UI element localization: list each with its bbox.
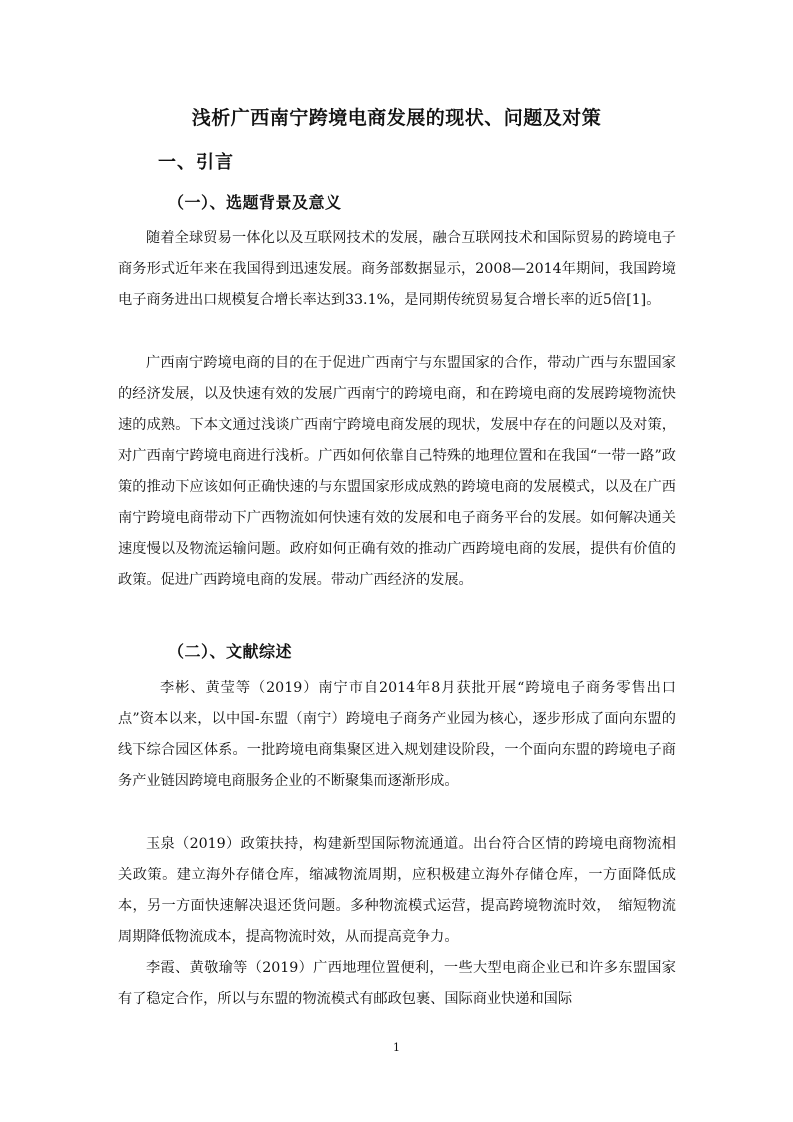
paragraph-background-2: 广西南宁跨境电商的目的在于促进广西南宁与东盟国家的合作，带动广西与东盟国家的经济发展，以及快速有效的发展广西南宁的跨境电商，和在跨境电商的发展跨境物流快速的成熟。下本文通过浅谈广西南宁跨境电商发展的现状，发展中存在的问题以及对策，对广西南宁跨境电商进行浅析。广西如何依靠自己特殊的地理位置和在我国“一带一路”政策的推动下应该如何正确快速的与东盟国家形成成熟的跨境电商的发展模式，以及在广西南宁跨境电商带动下广西物流如何快速有效的发展和电子商务平台的发展。如何解决通关速度慢以及物流运输问题。政府如何正确有效的推动广西跨境电商的发展，提供有价值的政策。促进广西跨境电商的发展。带动广西经济的发展。	[118, 355, 676, 588]
subsection-heading-literature-review: （二）、文献综述	[168, 642, 293, 661]
paragraph-literature-3: 李霞、黄敬瑜等（2019）广西地理位置便利，一些大型电商企业已和许多东盟国家有了稳定合作，所以与东盟的物流模式有邮政包裹、国际商业快递和国际	[118, 960, 676, 1007]
page-number: 1	[393, 1041, 400, 1054]
subsection-heading-background: （一）、选题背景及意义	[168, 193, 342, 212]
paragraph-background-1: 随着全球贸易一体化以及互联网技术的发展，融合互联网技术和国际贸易的跨境电子商务形式近年来在我国得到迅速发展。商务部数据显示，2008—2014年期间，我国跨境电子商务进出口规模复合增长率达到33.1%，是同期传统贸易复合增长率的近5倍[1]。	[118, 230, 676, 308]
section-heading-introduction: 一、引言	[158, 152, 234, 173]
paragraph-literature-1: 李彬、黄莹等（2019）南宁市自2014年8月获批开展“跨境电子商务零售出口点”资本以来，以中国-东盟（南宁）跨境电子商务产业园为核心，逐步形成了面向东盟的线下综合园区体系。一批跨境电商集聚区进入规划建设阶段，一个面向东盟的跨境电子商务产业链因跨境电商服务企业的不断聚集而逐渐形成。	[118, 680, 676, 789]
document-title: 浅析广西南宁跨境电商发展的现状、问题及对策	[191, 107, 602, 129]
paragraph-literature-2: 玉泉（2019）政策扶持，构建新型国际物流通道。出台符合区情的跨境电商物流相关政策。建立海外存储仓库，缩减物流周期，应积极建立海外存储仓库，一方面降低成本，另一方面快速解决退还货问题。多种物流模式运营，提高跨境物流时效， 缩短物流周期降低物流成本，提高物流时效，从而提高竞争力。	[118, 836, 676, 945]
